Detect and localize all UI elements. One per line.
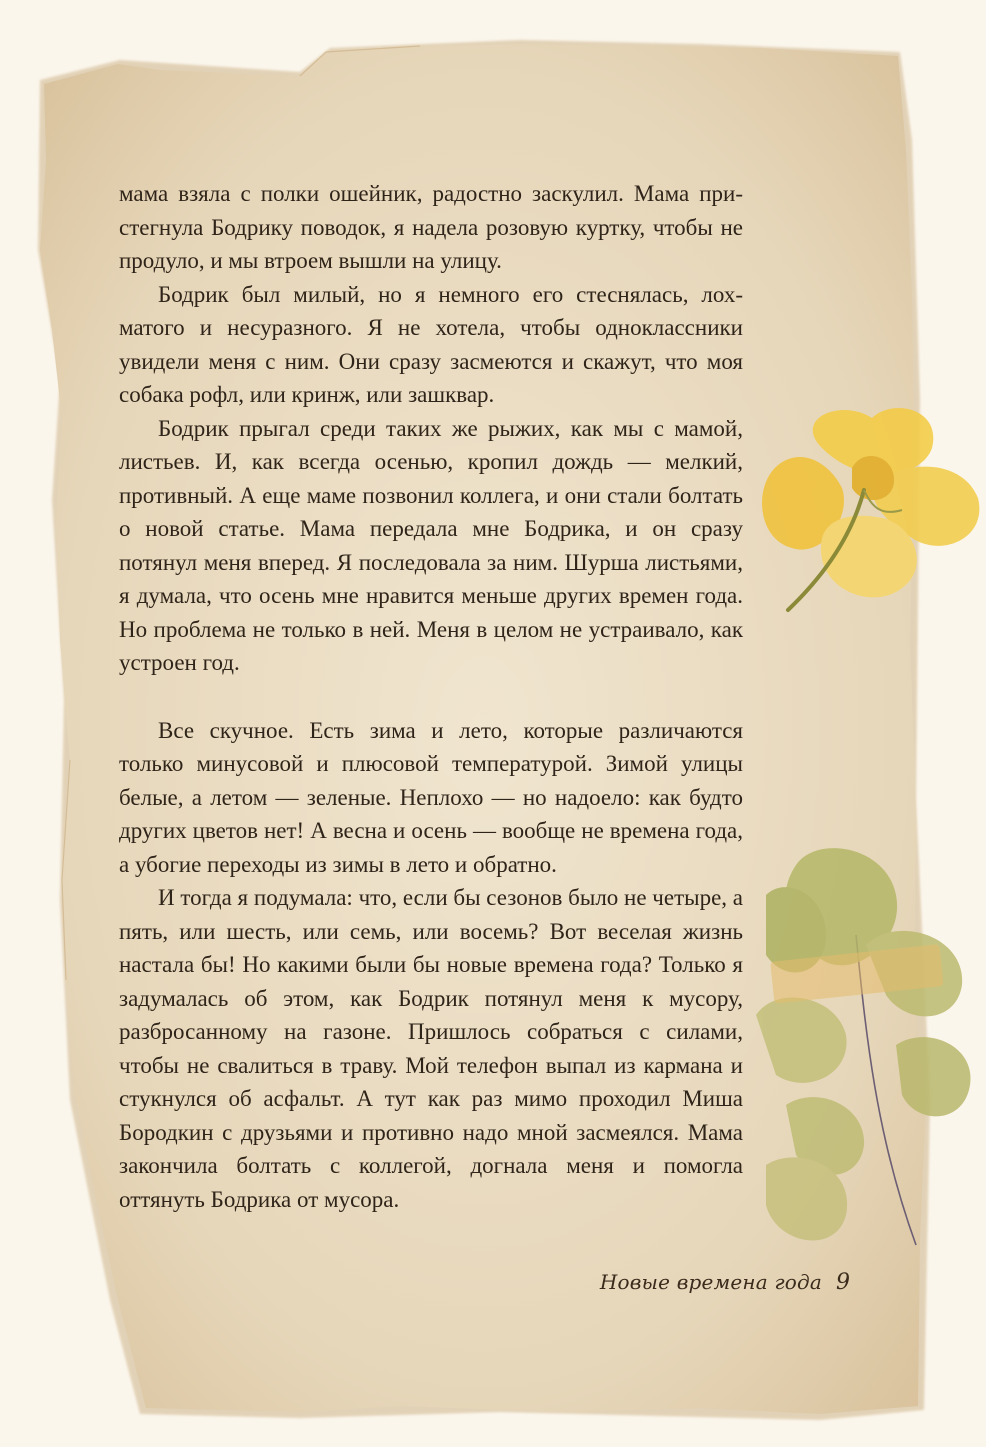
- page-footer: [560, 1264, 850, 1300]
- paragraph-3: Бодрик прыгал среди таких же рыжих, как мы с мамой, листьев. И, как всегда осенью, кропил дождь — мелкий, противный. А еще маме позвонил коллега, и они стали болтать о новой статье. Мама передала мне Бодрика, и он сразу потянул меня вперед. Я последовала за ним. Шурша листьями, я думала, что осень мне нравится меньше других времен года. Но проблема не только в ней. Меня в целом не устраивало, как устроен год.: [119, 415, 743, 675]
- paragraph-5: И тогда я подумала: что, если бы сезонов было не четыре, а пять, или шесть, или семь, или восемь? Вот веселая жизнь настала бы! Но какими были бы новые времена года? Только я задумалась об этом, как Бодрик потянул меня к мусору, разбросанному на газоне. Пришлось собраться с силами, чтобы не свалиться в траву. Мой телефон выпал из кармана и стукнулся об асфальт. А тут как раз мимо проходил Миша Бородкин с друзьями и противно надо мной засмеялся. Мама закончила болтать с коллегой, догнала меня и помогла оттянуть Бодрика от мусора.: [119, 885, 744, 1212]
- paragraph-4: Все скучное. Есть зима и лето, которые различаются только минусовой и плюсовой температурой. Зимой улицы белые, а летом — зеленые. Неплохо — но надоело: как будто других цветов нет! А весна и осень — вообще не времена года, а убогие переходы из зимы в лето и обратно.: [119, 717, 743, 877]
- page-number: 9: [836, 1269, 850, 1295]
- running-title: Новые времена года: [599, 1270, 822, 1294]
- paragraph-2: Бодрик был милый, но я немного его стеснялась, лохматого и несуразного. Я не хотела, чтобы одноклассники увидели меня с ним. Они сразу засмеются и скажут, что моя собака рофл, или кринж, или зашквар.: [119, 281, 743, 407]
- body-text: [119, 177, 743, 1216]
- pressed-yellow-flower-icon: [752, 398, 986, 618]
- paragraph-1: мама взяла с полки ошейник, радостно заскулил. Мама пристегнула Бодрику поводок, я надела розовую куртку, чтобы не продуло, и мы втроем вышли на улицу.: [119, 181, 743, 273]
- pressed-fern-leaves-icon: [756, 835, 986, 1265]
